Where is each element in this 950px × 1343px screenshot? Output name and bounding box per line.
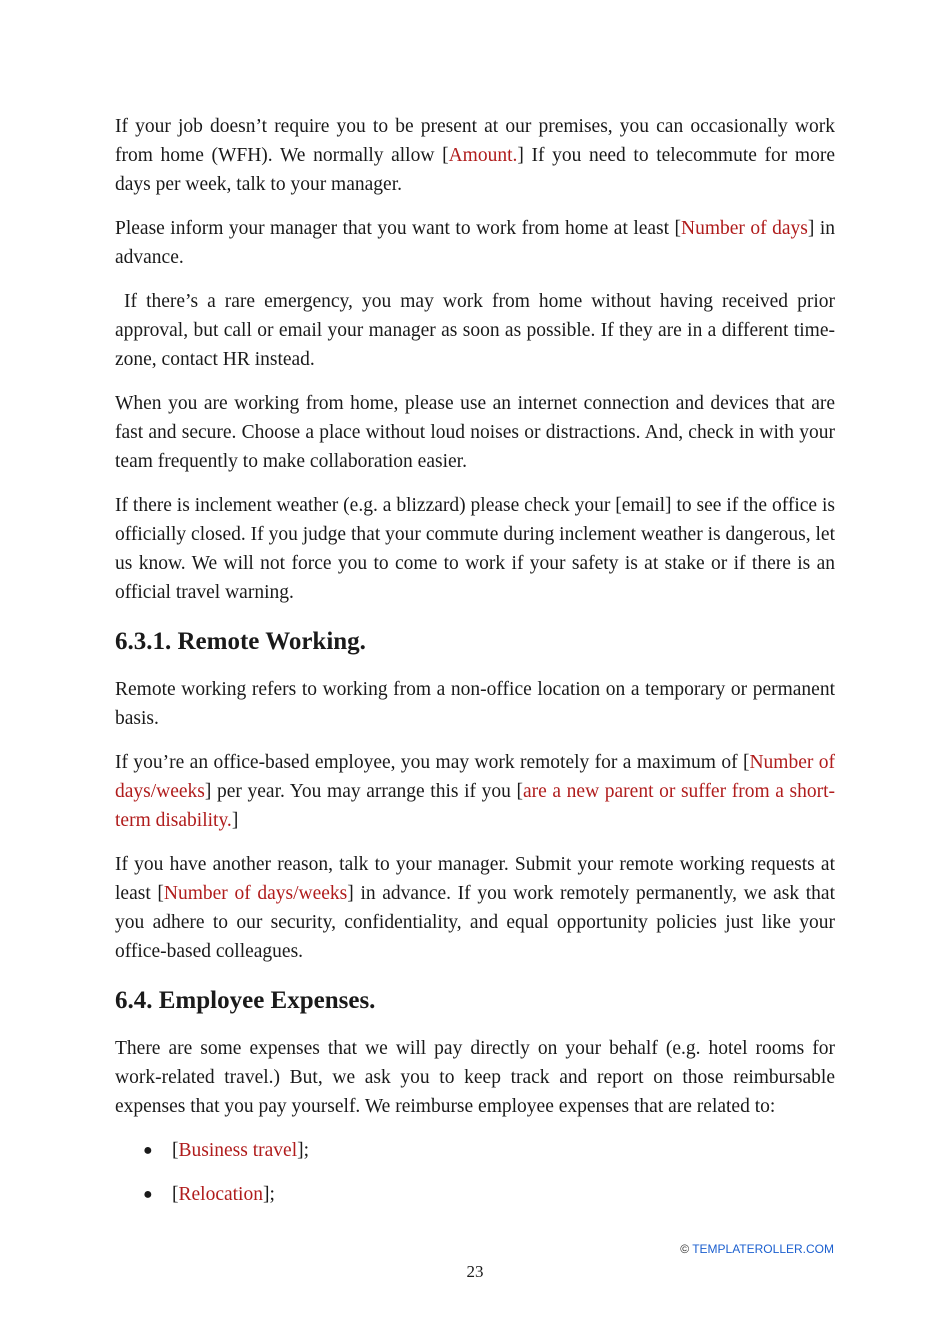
paragraph-wfh-notice xyxy=(115,214,835,272)
footer-brand xyxy=(680,1242,834,1256)
page-number: 23 xyxy=(466,1262,484,1281)
text: If your job doesn’t require you to be present at our premises, you can occasionally work from home (WFH). We normally allow [ xyxy=(115,116,835,166)
text: ]; xyxy=(262,1184,275,1205)
placeholder-days-weeks: Number of days/weeks xyxy=(163,883,348,904)
list-item xyxy=(115,1136,835,1165)
paragraph-remote-requests xyxy=(115,850,835,966)
heading-remote-working: 6.3.1. Remote Working. xyxy=(115,628,366,655)
text: ]; xyxy=(297,1140,310,1161)
text: ] in advance. If you work remotely permanently, we ask that you adhere to our security, confidentiality, and equal opportunity policies just like your office-based colleagues. xyxy=(115,883,835,962)
text: If you have another reason, talk to your manager. Submit your remote working requests at least [ xyxy=(115,854,835,904)
placeholder-business-travel: Business travel xyxy=(178,1140,298,1161)
document-page xyxy=(115,112,840,1224)
placeholder-number-of-days: Number of days xyxy=(681,218,808,239)
copyright-icon: © xyxy=(680,1242,690,1256)
bullet-icon: ● xyxy=(143,1142,153,1159)
text: ] If you need to telecommute for more days per week, talk to your manager. xyxy=(115,145,835,195)
heading-employee-expenses: 6.4. Employee Expenses. xyxy=(115,987,376,1014)
text: If you’re an office-based employee, you may work remotely for a maximum of [ xyxy=(115,752,750,773)
placeholder-relocation: Relocation xyxy=(178,1184,263,1205)
bullet-icon: ● xyxy=(143,1186,153,1203)
paragraph-remote-definition: Remote working refers to working from a non-office location on a temporary or permanent basis. xyxy=(115,679,835,729)
text: ] in advance. xyxy=(115,218,835,268)
list-item xyxy=(115,1180,835,1209)
paragraph-wfh-setup: When you are working from home, please use an internet connection and devices that are fast and secure. Choose a place without loud noises or distractions. And, check in with your team frequently to make collaboration easier. xyxy=(115,393,835,472)
placeholder-reason: are a new parent or suffer from a short-term disability. xyxy=(115,781,835,831)
text: [ xyxy=(172,1140,179,1161)
placeholder-amount: Amount. xyxy=(448,145,518,166)
paragraph-wfh-emergency: If there’s a rare emergency, you may work from home without having received prior approval, but call or email your manager as soon as possible. If they are in a different time-zone, contact HR instead. xyxy=(115,291,840,370)
paragraph-wfh-allowance xyxy=(115,112,835,199)
text: Please inform your manager that you want to work from home at least [ xyxy=(115,218,682,239)
paragraph-wfh-weather: If there is inclement weather (e.g. a blizzard) please check your [email] to see if the office is officially closed. If you judge that your commute during inclement weather is dangerous, let us know. We will not force you to come to work if your safety is at stake or if there is an official travel warning. xyxy=(115,495,835,603)
brand-link[interactable]: TEMPLATEROLLER.COM xyxy=(692,1242,834,1256)
text: [ xyxy=(172,1184,179,1205)
text: ] per year. You may arrange this if you [ xyxy=(204,781,523,802)
expense-list xyxy=(115,1136,835,1209)
placeholder-days-weeks: Number of days/weeks xyxy=(115,752,835,802)
paragraph-expenses-intro: There are some expenses that we will pay directly on your behalf (e.g. hotel rooms for work-related travel.) But, we ask you to keep track and report on those reimbursable expenses that you pay yourself. We reimburse employee expenses that are related to: xyxy=(115,1038,835,1117)
paragraph-remote-maximum xyxy=(115,748,835,835)
text: ] xyxy=(231,810,239,831)
